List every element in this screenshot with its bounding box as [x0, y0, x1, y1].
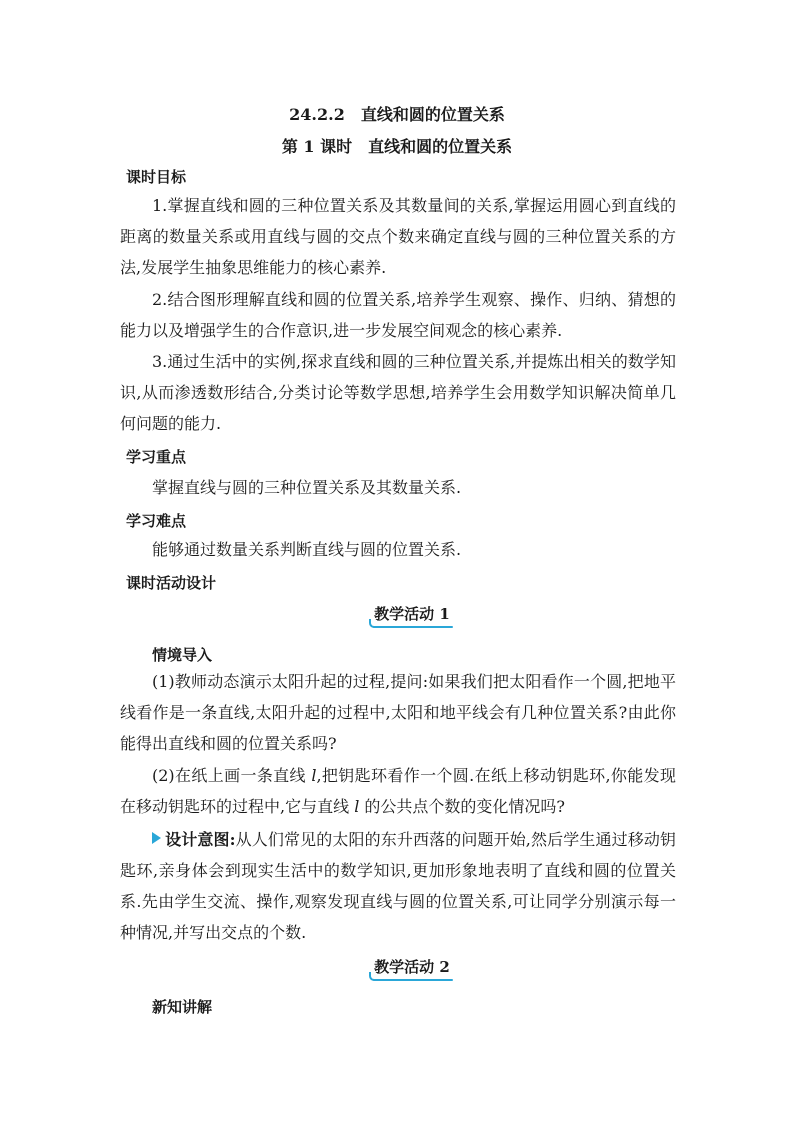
- goal-item-2: 2.结合图形理解直线和圆的位置关系,培养学生观察、操作、归纳、猜想的能力以及增强学生的合作意识,进一步发展空间观念的核心素养.: [120, 290, 676, 340]
- question-2-part-c: 的公共点个数的变化情况吗?: [359, 797, 565, 816]
- line-variable-l: l: [354, 797, 360, 816]
- banner-underline: [373, 626, 453, 628]
- difficulty-text: 能够通过数量关系判断直线与圆的位置关系.: [152, 540, 462, 559]
- design-intent: [120, 824, 676, 948]
- question-2-part-b: ,把钥匙环看作一个圆.在纸上移动钥匙环,你能发现在移动钥匙环的过程中,它与直线: [120, 766, 676, 816]
- activity-1-banner-label: 教学活动 1: [374, 605, 450, 623]
- intro-question-2: [120, 760, 676, 822]
- new-knowledge-subheading: 新知讲解: [152, 998, 213, 1016]
- design-heading: 课时活动设计: [126, 574, 217, 592]
- activity-2-banner: [367, 957, 457, 981]
- play-triangle-icon: [152, 832, 161, 844]
- key-point-text: 掌握直线与圆的三种位置关系及其数量关系.: [152, 478, 462, 497]
- lesson-title: 第 1 课时 直线和圆的位置关系: [281, 137, 513, 156]
- design-intent-text: 从人们常见的太阳的东升西落的问题开始,然后学生通过移动钥匙环,亲身体会到现实生活中的数学知识,更加形象地表明了直线和圆的位置关系.先由学生交流、操作,观察发现直线与圆的位置关系,可让同学分别演示每一种情况,并写出交点的个数.: [120, 830, 676, 942]
- question-2-part-a: (2)在纸上画一条直线: [152, 766, 312, 785]
- activity-2-banner-label: 教学活动 2: [374, 958, 450, 976]
- goal-item-1: 1.掌握直线和圆的三种位置关系及其数量间的关系,掌握运用圆心到直线的距离的数量关系或用直线与圆的交点个数来确定直线与圆的三种位置关系的方法,发展学生抽象思维能力的核心素养.: [120, 196, 676, 277]
- goals-heading: 课时目标: [126, 168, 187, 186]
- intro-subheading: 情境导入: [152, 646, 213, 664]
- line-variable-l: l: [311, 766, 317, 785]
- section-title: 24.2.2 直线和圆的位置关系: [289, 105, 505, 124]
- intro-question-1: (1)教师动态演示太阳升起的过程,提问:如果我们把太阳看作一个圆,把地平线看作是一条直线,太阳升起的过程中,太阳和地平线会有几种位置关系?由此你能得出直线和圆的位置关系吗?: [120, 672, 676, 753]
- activity-1-banner: [367, 604, 457, 628]
- difficulty-heading: 学习难点: [126, 512, 187, 530]
- goal-item-3: 3.通过生活中的实例,探求直线和圆的三种位置关系,并提炼出相关的数学知识,从而渗透数形结合,分类讨论等数学思想,培养学生会用数学知识解决简单几何问题的能力.: [120, 352, 676, 433]
- key-point-heading: 学习重点: [126, 448, 187, 466]
- design-intent-label: 设计意图:: [165, 830, 236, 849]
- banner-underline: [373, 979, 453, 981]
